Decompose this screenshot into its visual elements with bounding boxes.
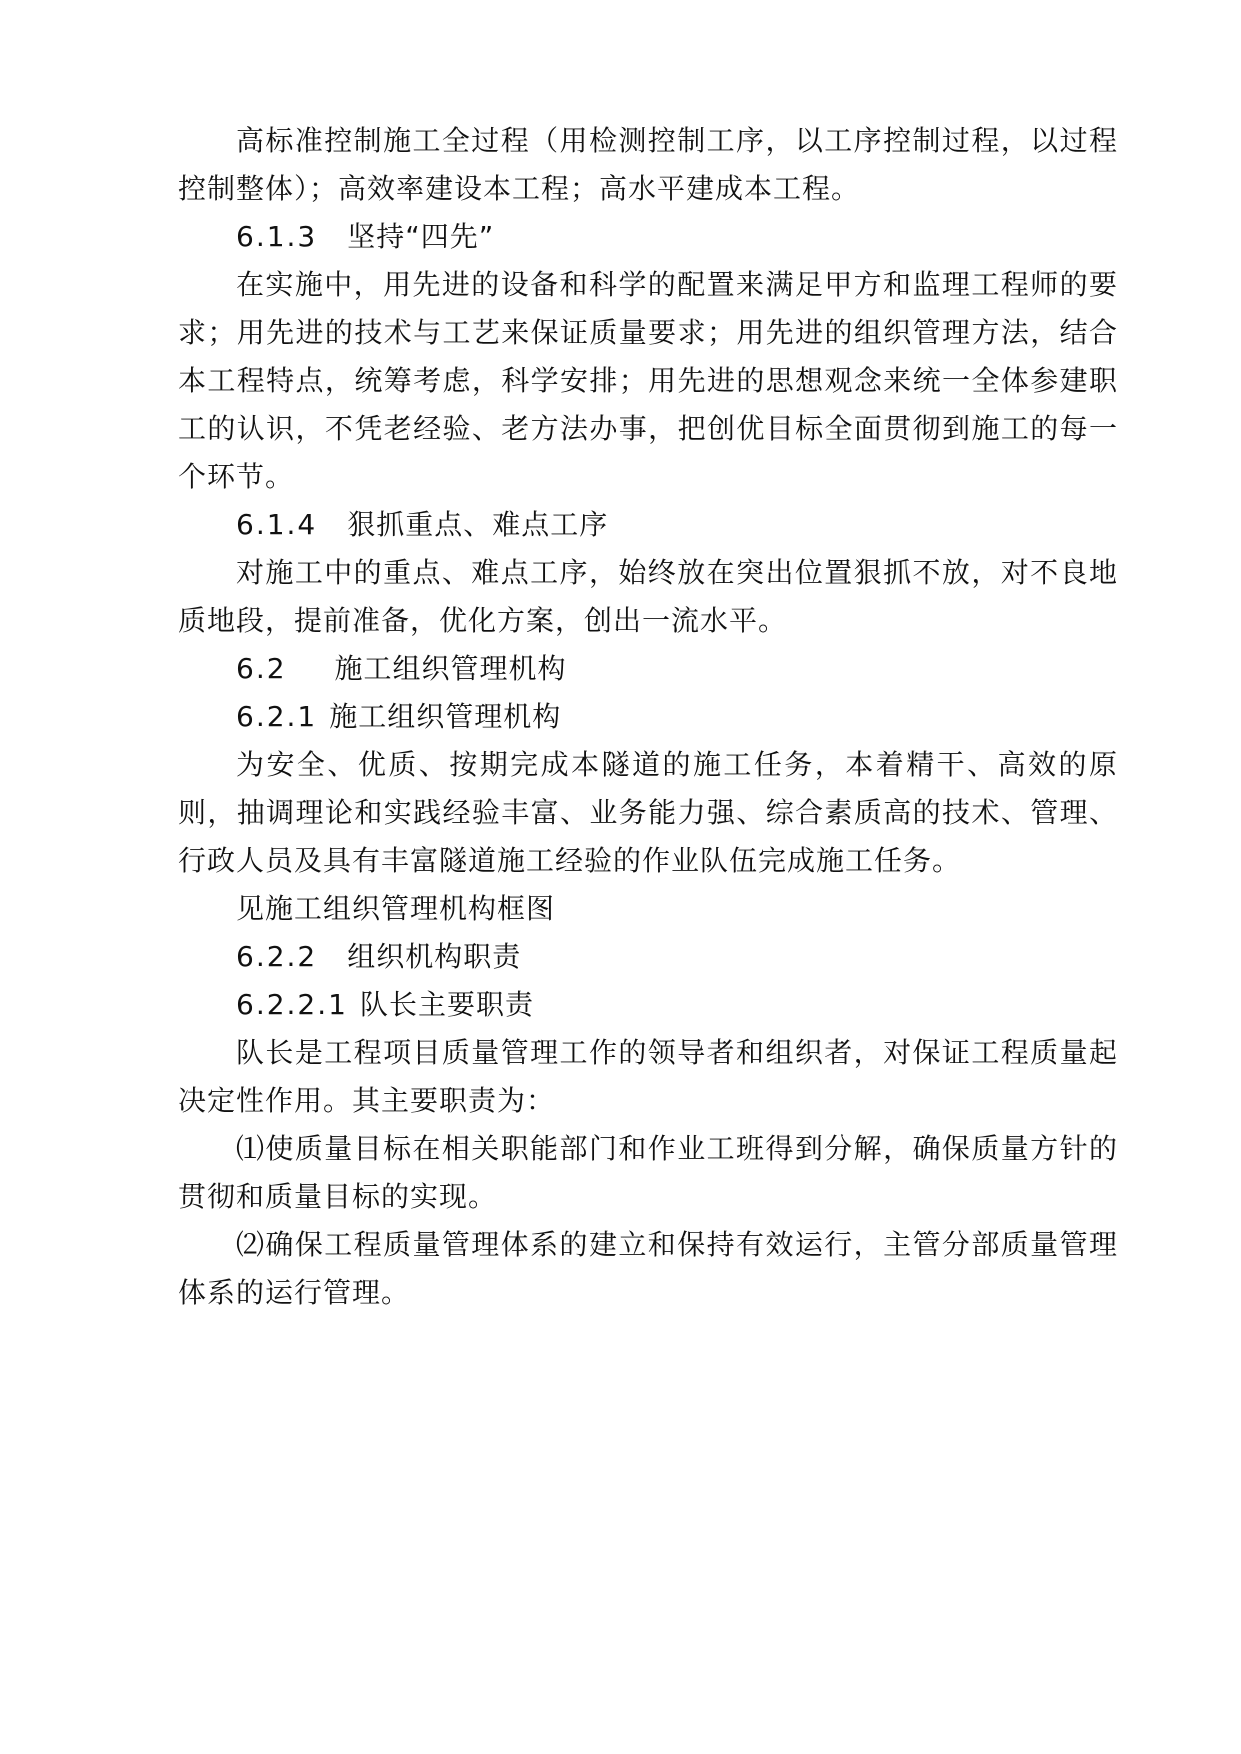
paragraph-quality-control: 高标准控制施工全过程（用检测控制工序，以工序控制过程，以过程控制整体）；高效率建设本工程；高水平建成本工程。 bbox=[178, 124, 1118, 205]
paragraph-captain-role: 队长是工程项目质量管理工作的领导者和组织者，对保证工程质量起决定性作用。其主要职责为： bbox=[178, 1036, 1118, 1117]
heading-6-2-1 bbox=[178, 693, 1118, 741]
document-body bbox=[178, 117, 1118, 1317]
heading-title: 狠抓重点、难点工序 bbox=[347, 508, 609, 541]
heading-title: 坚持“四先” bbox=[347, 220, 495, 253]
heading-number: 6.2.1 bbox=[236, 700, 318, 733]
heading-title: 施工组织管理机构 bbox=[334, 652, 567, 685]
heading-6-1-4 bbox=[178, 501, 1118, 549]
paragraph-duty-1: ⑴使质量目标在相关职能部门和作业工班得到分解，确保质量方针的贯彻和质量目标的实现。 bbox=[178, 1132, 1118, 1213]
heading-title: 队长主要职责 bbox=[359, 988, 534, 1021]
paragraph-four-advanced: 在实施中，用先进的设备和科学的配置来满足甲方和监理工程师的要求；用先进的技术与工艺来保证质量要求；用先进的组织管理方法，结合本工程特点，统筹考虑，科学安排；用先进的思想观念来统一全体参建职工的认识，不凭老经验、老方法办事，把创优目标全面贯彻到施工的每一个环节。 bbox=[178, 268, 1118, 493]
paragraph-key-procedures: 对施工中的重点、难点工序，始终放在突出位置狠抓不放，对不良地质地段，提前准备，优化方案，创出一流水平。 bbox=[178, 556, 1118, 637]
heading-6-1-3 bbox=[178, 213, 1118, 261]
heading-6-2 bbox=[178, 645, 1118, 693]
heading-6-2-2 bbox=[178, 933, 1118, 981]
heading-title: 施工组织管理机构 bbox=[329, 700, 562, 733]
heading-6-2-2-1 bbox=[178, 981, 1118, 1029]
paragraph-see-chart: 见施工组织管理机构框图 bbox=[236, 892, 556, 925]
heading-number: 6.1.3 bbox=[236, 220, 318, 253]
heading-number: 6.2 bbox=[236, 652, 287, 685]
paragraph-organization: 为安全、优质、按期完成本隧道的施工任务，本着精干、高效的原则，抽调理论和实践经验丰富、业务能力强、综合素质高的技术、管理、行政人员及具有丰富隧道施工经验的作业队伍完成施工任务。 bbox=[178, 748, 1118, 877]
heading-title: 组织机构职责 bbox=[347, 940, 522, 973]
heading-number: 6.2.2.1 bbox=[236, 988, 348, 1021]
heading-number: 6.1.4 bbox=[236, 508, 318, 541]
heading-number: 6.2.2 bbox=[236, 940, 318, 973]
paragraph-duty-2: ⑵确保工程质量管理体系的建立和保持有效运行，主管分部质量管理体系的运行管理。 bbox=[178, 1228, 1118, 1309]
